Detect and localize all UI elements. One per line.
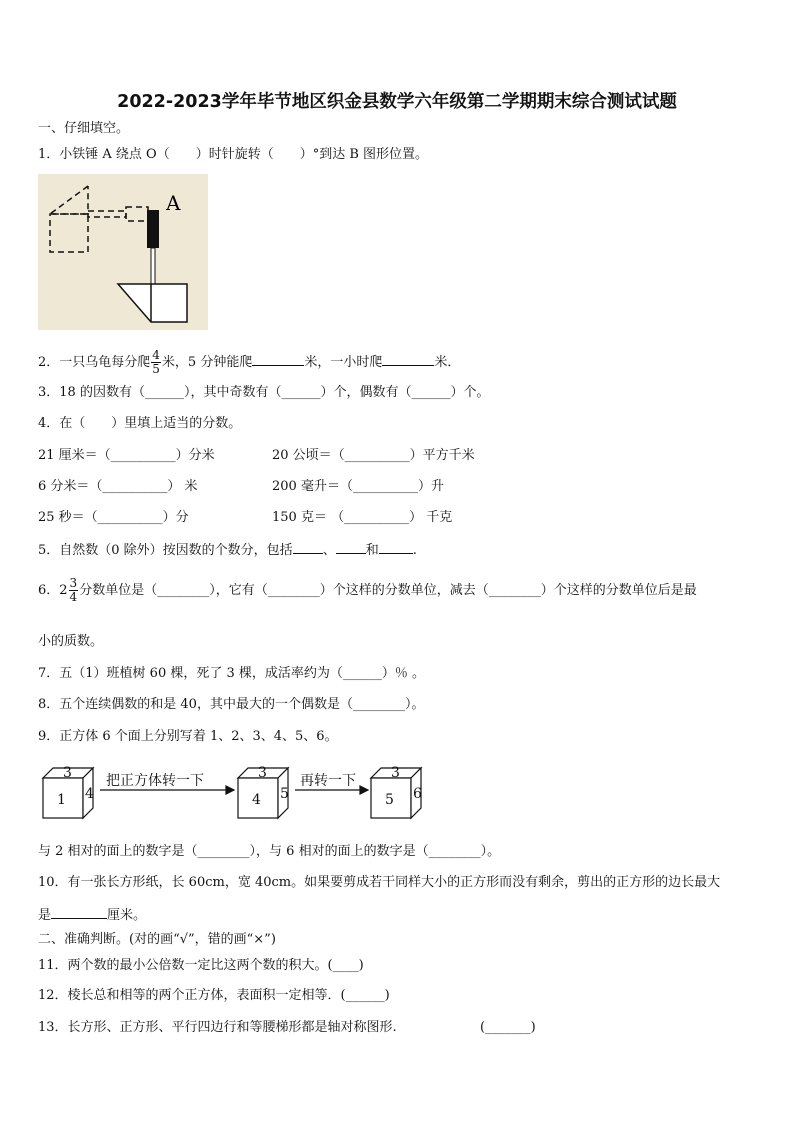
q4-row-1-right: 20 公顷＝（__________）平方千米	[272, 448, 475, 463]
cube1-top: 3	[63, 765, 72, 781]
q2-blank-1[interactable]	[252, 353, 304, 366]
cube-diagram	[38, 760, 438, 826]
q5-blank-1[interactable]	[293, 541, 323, 554]
q4-row-2-left: 6 分米＝（__________） 米	[38, 479, 198, 494]
cube2-front: 4	[252, 792, 261, 808]
q6-whole: 6．2	[38, 583, 68, 598]
question-4: 4．在（ ）里填上适当的分数。	[38, 416, 242, 431]
q5-blank-3[interactable]	[379, 541, 413, 554]
q5-sep-1: 、	[322, 543, 336, 558]
question-11: 11．两个数的最小公倍数一定比这两个数的积大。(____)	[38, 958, 364, 973]
q4-row-3-right: 150 克＝ （__________） 千克	[272, 510, 453, 525]
question-7: 7．五（1）班植树 60 棵，死了 3 棵，成活率约为（______）％ 。	[38, 666, 426, 681]
question-12: 12．棱长总和相等的两个正方体，表面积一定相等．(______)	[38, 988, 390, 1003]
question-6	[38, 576, 697, 612]
cube-rotation-figure	[38, 760, 438, 826]
cube3-top: 3	[391, 765, 400, 781]
q5-end: .	[412, 543, 417, 558]
cube3-front: 5	[385, 792, 394, 808]
question-10-continued	[38, 906, 146, 924]
q5-text-1: 5．自然数（0 除外）按因数的个数分，包括	[38, 543, 293, 558]
rotation-figure	[38, 174, 208, 330]
section-2-heading: 二、准确判断。(对的画“√”，错的画“×”)	[38, 932, 276, 947]
hammer-rotation-diagram	[38, 174, 208, 330]
cube1-side: 4	[85, 786, 94, 802]
cube3-side: 6	[413, 786, 422, 802]
q5-sep-2: 和	[365, 543, 379, 558]
q6-numerator: 3	[69, 576, 78, 590]
q2-fraction	[151, 349, 161, 376]
question-9-answer: 与 2 相对的面上的数字是（________），与 6 相对的面上的数字是（________）。	[38, 844, 501, 859]
arrow-1-label: 把正方体转一下	[106, 773, 204, 789]
cube2-top: 3	[258, 765, 267, 781]
arrow-2-label: 再转一下	[300, 773, 356, 789]
q5-blank-2[interactable]	[336, 541, 366, 554]
q2-text-2: 米，5 分钟能爬	[161, 355, 253, 370]
cube2-side: 5	[280, 786, 289, 802]
q10-text-2: 厘米。	[107, 908, 147, 923]
question-13: 13．长方形、正方形、平行四边行和等腰梯形都是轴对称图形.	[38, 1020, 397, 1035]
label-a: A	[166, 191, 181, 215]
q2-text-1: 2．一只乌龟每分爬	[38, 355, 151, 370]
q6-fraction	[69, 577, 79, 604]
question-6-continued: 小的质数。	[38, 634, 104, 649]
q6-denominator: 4	[69, 590, 78, 604]
q10-text-1: 是	[38, 908, 52, 923]
q2-numerator: 4	[152, 348, 160, 362]
q4-row-2-right: 200 毫升＝（__________）升	[272, 479, 444, 494]
q2-blank-2[interactable]	[382, 353, 434, 366]
question-5	[38, 541, 417, 559]
question-2	[38, 349, 460, 377]
q2-denominator: 5	[152, 362, 160, 376]
q10-blank[interactable]	[51, 906, 107, 919]
q2-text-4: 米．	[434, 355, 461, 370]
question-9: 9．正方体 6 个面上分别写着 1、2、3、4、5、6。	[38, 729, 338, 744]
q4-row-1-left: 21 厘米＝（__________）分米	[38, 448, 215, 463]
q6-text: 分数单位是（________），它有（________）个这样的分数单位，减去（________）个这样的分数单位后是最	[79, 583, 697, 598]
q2-text-3: 米，一小时爬	[304, 355, 383, 370]
section-1-heading: 一、仔细填空。	[38, 121, 130, 136]
cube1-front: 1	[57, 792, 66, 808]
question-8: 8．五个连续偶数的和是 40，其中最大的一个偶数是（________）。	[38, 697, 425, 712]
page-title: 2022-2023学年毕节地区织金县数学六年级第二学期期末综合测试试题	[117, 92, 677, 112]
q4-row-3-left: 25 秒＝（__________）分	[38, 510, 189, 525]
question-13-answer[interactable]: (_______)	[480, 1020, 536, 1035]
question-10: 10．有一张长方形纸，长 60cm，宽 40cm。如果要剪成若干同样大小的正方形而没有剩余，剪出的正方形的边长最大	[38, 875, 721, 890]
question-3: 3．18 的因数有（______），其中奇数有（______）个，偶数有（______）个。	[38, 385, 490, 400]
question-1: 1．小铁锤 A 绕点 O（ ）时针旋转（ ）°到达 B 图形位置。	[38, 147, 429, 162]
